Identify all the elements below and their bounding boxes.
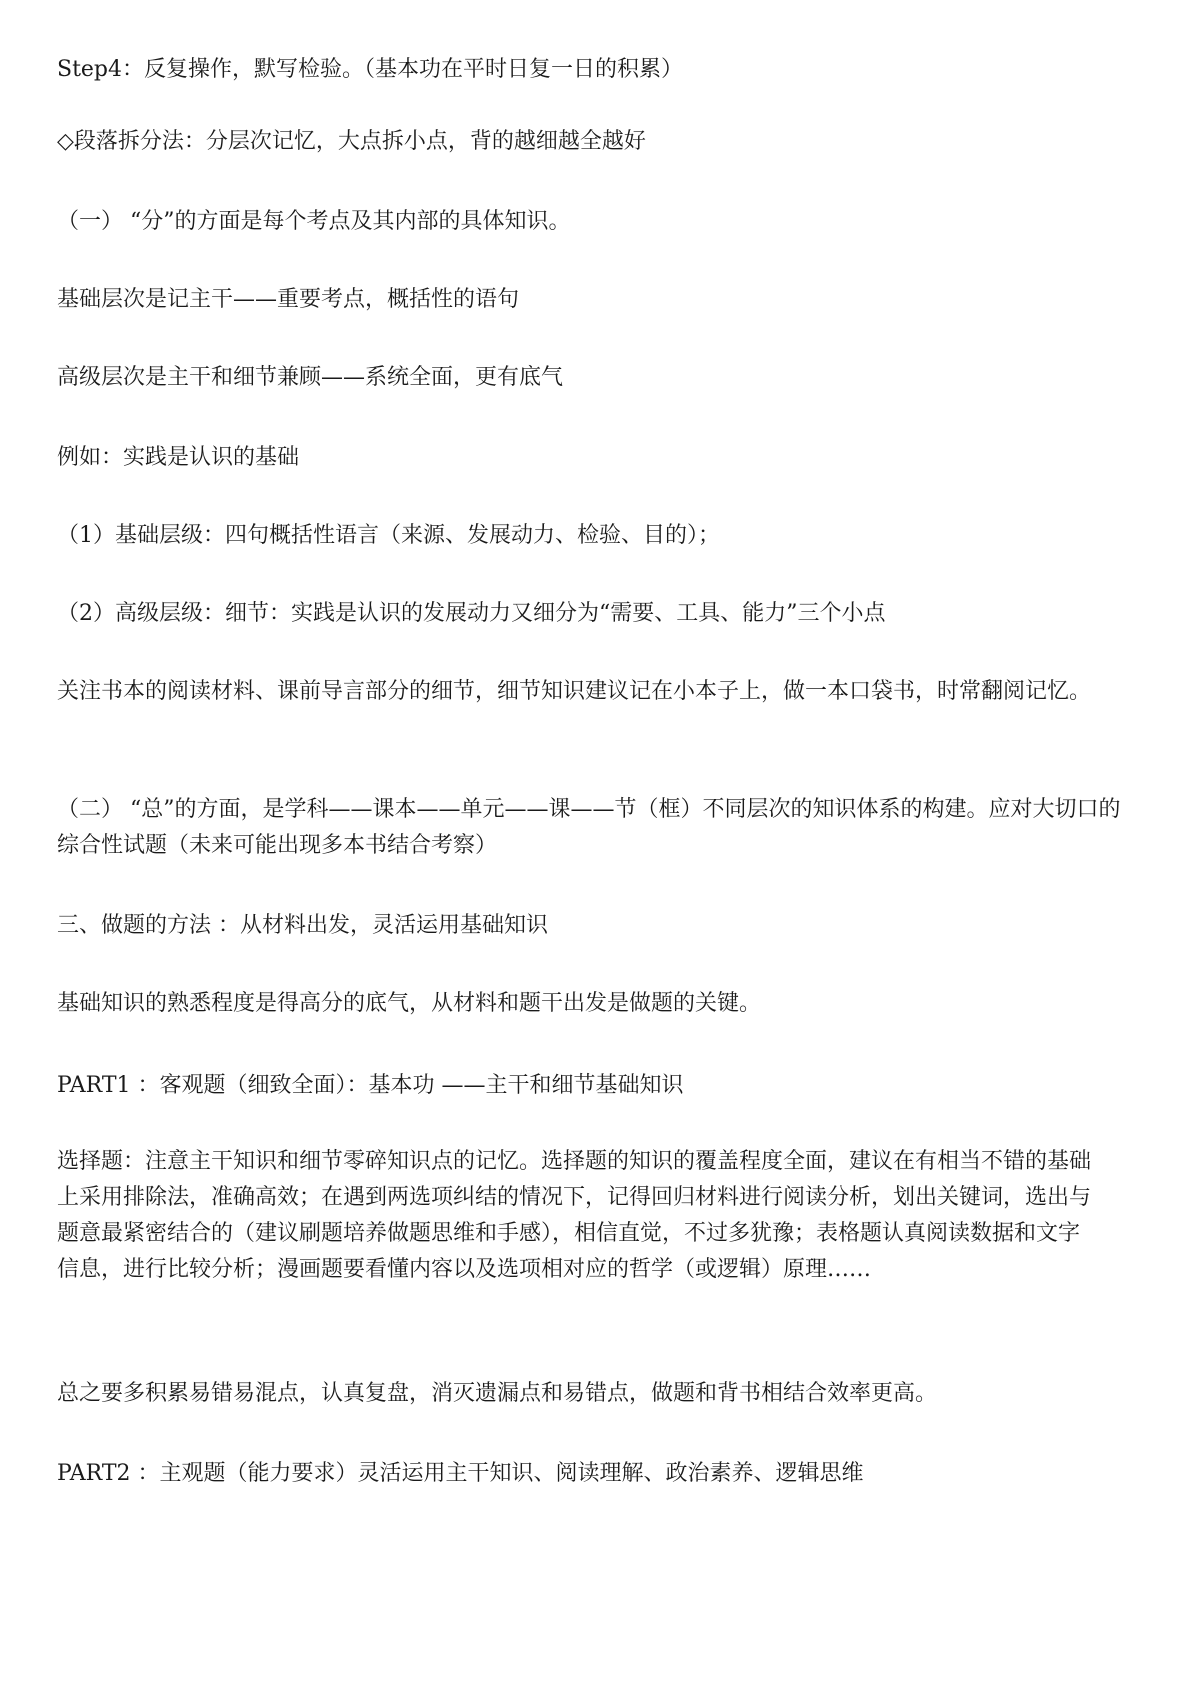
advanced-level-text: 高级层次是主干和细节兼顾——系统全面，更有底气	[57, 365, 564, 390]
reading-material-paragraph: 关注书本的阅读材料、课前导言部分的细节，细节知识建议记在小本子上，做一本口袋书，时常翻阅记忆。	[57, 679, 1092, 704]
example-item-2: （2）高级层级：细节：实践是认识的发展动力又细分为“需要、工具、能力”三个小点	[57, 601, 886, 626]
basic-level-text: 基础层次是记主干——重要考点，概括性的语句	[57, 287, 520, 312]
part2-heading: PART2 ：主观题（能力要求）灵活运用主干知识、阅读理解、政治素养、逻辑思维	[57, 1461, 864, 1486]
example-heading: 例如：实践是认识的基础	[57, 445, 300, 470]
section-3-heading: 三、做题的方法 ：从材料出发，灵活运用基础知识	[57, 913, 548, 938]
multiple-choice-paragraph: 选择题：注意主干知识和细节零碎知识点的记忆。选择题的知识的覆盖程度全面，建议在有相当不错的基础上采用排除法，准确高效；在遇到两选项纠结的情况下，记得回归材料进行阅读分析，划出关键词，选出与题意最紧密结合的（建议刷题培养做题思维和手感），相信直觉，不过多犹豫；表格题认真阅读数据和文字信息，进行比较分析；漫画题要看懂内容以及选项相对应的哲学（或逻辑）原理……	[57, 1149, 1092, 1282]
step4-line: Step4：反复操作，默写检验。（基本功在平时日复一日的积累）	[57, 57, 684, 82]
example-item-1: （1）基础层级：四句概括性语言（来源、发展动力、检验、目的）；	[57, 523, 720, 548]
summary-text: 总之要多积累易错易混点，认真复盘，消灭遗漏点和易错点，做题和背书相结合效率更高。	[57, 1381, 938, 1406]
foundation-text: 基础知识的熟悉程度是得高分的底气，从材料和题干出发是做题的关键。	[57, 991, 762, 1016]
section-2-paragraph: （二） “总”的方面，是学科——课本——单元——课——节（框）不同层次的知识体系的构建。应对大切口的综合性试题（未来可能出现多本书结合考察）	[57, 797, 1121, 858]
part1-heading: PART1 ：客观题（细致全面）：基本功 ——主干和细节基础知识	[57, 1073, 684, 1098]
paragraph-split-method: ◇段落拆分法：分层次记忆，大点拆小点，背的越细越全越好	[57, 129, 646, 154]
section-1-heading: （一） “分”的方面是每个考点及其内部的具体知识。	[57, 209, 571, 234]
